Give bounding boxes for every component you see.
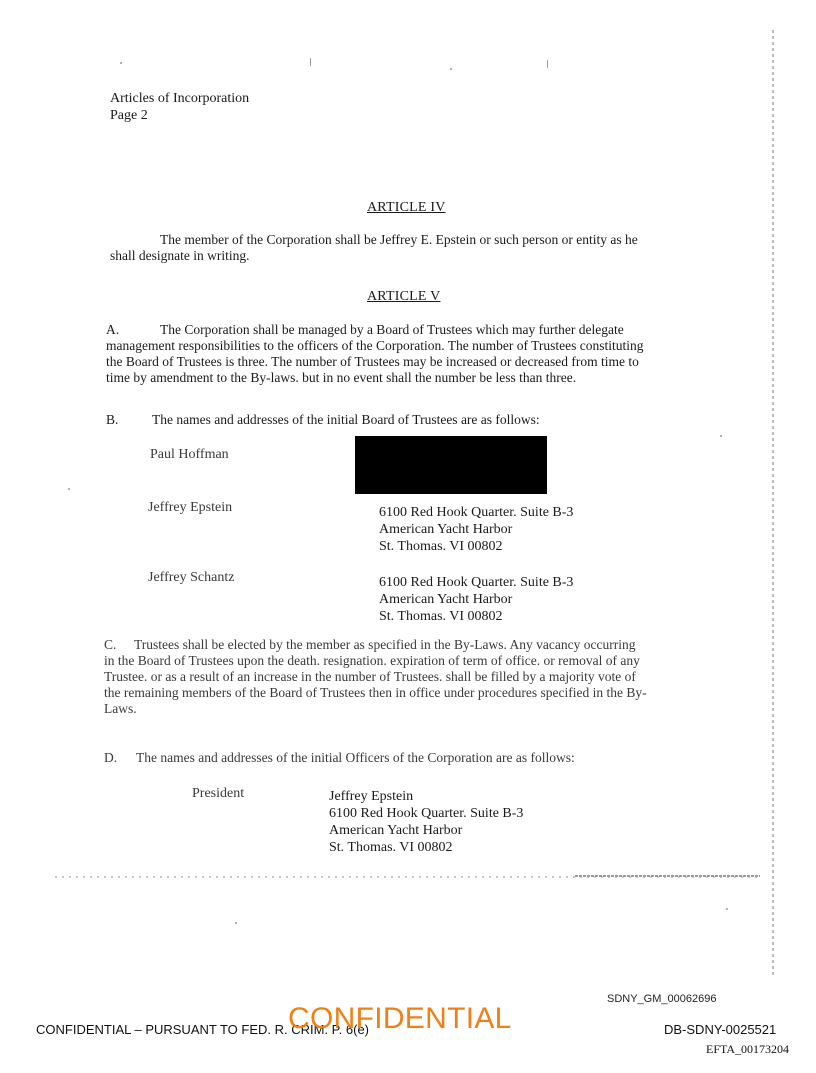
section-d-text: The names and addresses of the initial Officers of the Corporation are as follows: (136, 750, 575, 765)
section-c-line: the remaining members of the Board of Trustees then in office under procedures specified in the By- (104, 685, 647, 700)
scan-edge-artifact (772, 30, 774, 975)
section-c-label: C. (104, 637, 117, 652)
article-iv-heading: ARTICLE IV (367, 200, 446, 215)
address-line: 6100 Red Hook Quarter. Suite B-3 (379, 505, 574, 520)
section-a-line: time by amendment to the By-laws. but in no event shall the number be less than three. (106, 370, 577, 385)
officer-role: President (192, 786, 245, 801)
trustee-name: Paul Hoffman (150, 447, 229, 462)
section-a-line: The Corporation shall be managed by a Board of Trustees which may further delegate (160, 322, 624, 337)
section-c-line: in the Board of Trustees upon the death. resignation. expiration of term of office. or removal of any (104, 653, 640, 668)
scan-speck (235, 922, 237, 924)
bates-number-top: SDNY_GM_00062696 (607, 993, 717, 1005)
trustee-address (379, 574, 573, 625)
article-iv-body (110, 232, 705, 264)
scan-speck (310, 58, 311, 66)
bates-number-right: DB-SDNY-0025521 (664, 1022, 777, 1037)
section-a-line: the Board of Trustees is three. The number of Trustees may be increased or decreased from time to (106, 354, 639, 369)
scan-speck (547, 60, 548, 68)
title-line-1: Articles of Incorporation (110, 91, 250, 106)
section-d-label: D. (104, 750, 118, 765)
trustee-address (379, 504, 573, 555)
section-c-line: Trustee. or as a result of an increase in the number of Trustees. shall be filled by a majority vote of (104, 669, 636, 684)
address-line: St. Thomas. VI 00802 (379, 539, 503, 554)
efta-number: EFTA_00173204 (706, 1042, 790, 1056)
address-line: American Yacht Harbor (379, 522, 513, 537)
section-a-line: management responsibilities to the officers of the Corporation. The number of Trustees constituting (106, 338, 644, 353)
officer-details (329, 788, 523, 856)
confidential-notice: CONFIDENTIAL – PURSUANT TO FED. R. CRIM. P. 6(e) (36, 1022, 370, 1037)
address-line: 6100 Red Hook Quarter. Suite B-3 (329, 806, 524, 821)
scan-noise-line (575, 875, 760, 877)
section-d-intro (104, 750, 704, 766)
address-line: 6100 Red Hook Quarter. Suite B-3 (379, 575, 574, 590)
redaction-box (355, 436, 547, 494)
trustee-name: Jeffrey Epstein (148, 500, 233, 515)
scan-speck (720, 435, 722, 437)
scan-speck (68, 488, 70, 490)
section-a-label: A. (106, 322, 120, 337)
trustee-name: Jeffrey Schantz (148, 570, 235, 585)
article-iv-line: shall designate in writing. (110, 248, 250, 263)
officer-name: Jeffrey Epstein (329, 789, 414, 804)
address-line: American Yacht Harbor (329, 823, 463, 838)
article-iv-line: The member of the Corporation shall be Jeffrey E. Epstein or such person or entity as he (160, 232, 638, 247)
section-b-text: The names and addresses of the initial Board of Trustees are as follows: (152, 412, 540, 427)
address-line: American Yacht Harbor (379, 592, 513, 607)
section-c-line: Laws. (104, 701, 137, 716)
scan-speck (120, 62, 122, 64)
section-b-label: B. (106, 412, 119, 427)
section-c (104, 637, 704, 717)
section-c-line: Trustees shall be elected by the member as specified in the By-Laws. Any vacancy occurring (134, 637, 636, 652)
address-line: St. Thomas. VI 00802 (379, 609, 503, 624)
address-line: St. Thomas. VI 00802 (329, 840, 453, 855)
confidential-stamp: CONFIDENTIAL (288, 1002, 512, 1035)
article-v-heading: ARTICLE V (367, 289, 441, 304)
section-b-intro (106, 412, 706, 428)
section-a (106, 322, 706, 386)
document-title (110, 90, 249, 124)
scan-speck (726, 908, 728, 910)
title-line-2: Page 2 (110, 108, 148, 123)
scan-speck (450, 68, 452, 70)
